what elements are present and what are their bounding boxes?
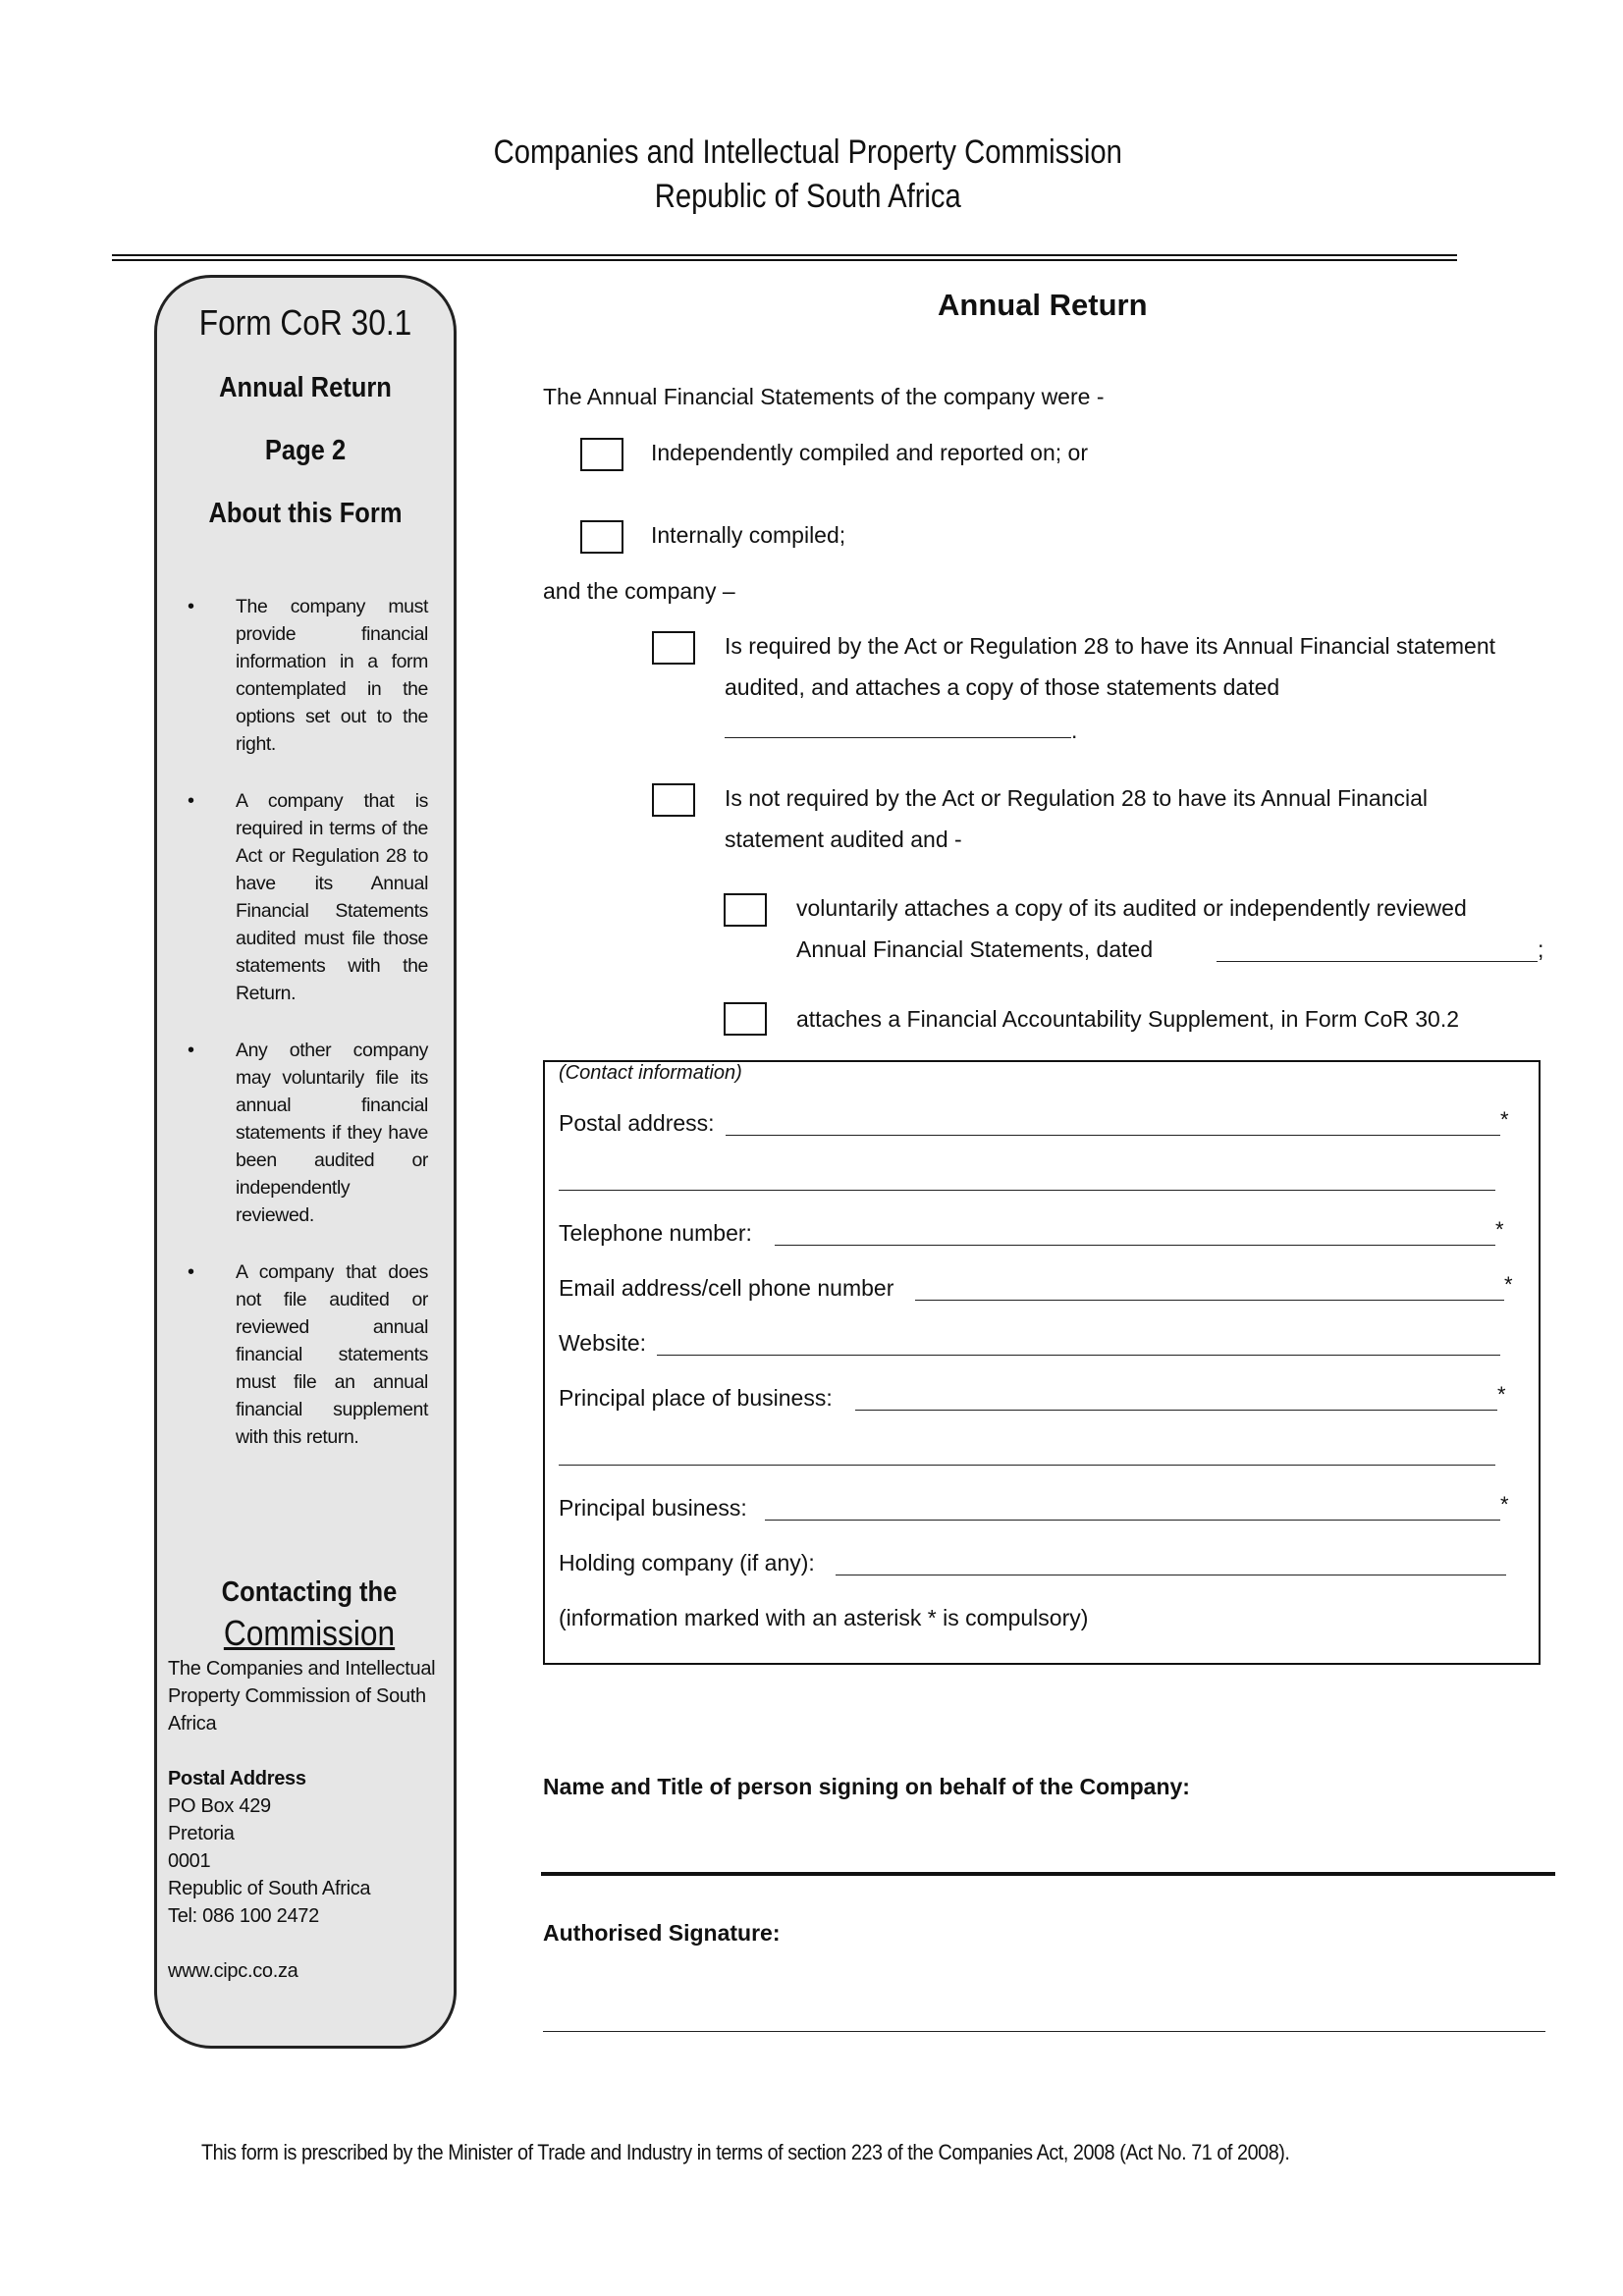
checkbox-supplement[interactable] — [724, 1002, 767, 1036]
website-field[interactable] — [657, 1355, 1500, 1356]
option-supplement-label: attaches a Financial Accountability Supplement, in Form CoR 30.2 — [796, 1006, 1460, 1032]
principal-place-field[interactable] — [855, 1410, 1497, 1411]
about-list — [183, 593, 428, 1478]
required-marker: * — [1504, 1272, 1513, 1297]
checkbox-internal[interactable] — [580, 520, 623, 554]
principal-place-field-line2[interactable] — [559, 1465, 1495, 1466]
postal-address-label: Postal Address — [168, 1768, 306, 1789]
bullet-icon: • — [188, 1040, 194, 1061]
commission-name: The Companies and Intellectual Property Commission of South Africa — [168, 1658, 436, 1735]
period-mark: . — [1071, 718, 1078, 743]
email-field[interactable] — [915, 1300, 1504, 1301]
postal-address-field[interactable] — [726, 1135, 1500, 1136]
option-not-required-line2: statement audited and - — [725, 827, 962, 852]
header-title: Companies and Intellectual Property Commission — [493, 133, 1122, 171]
option-required-line2: audited, and attaches a copy of those statements dated — [725, 674, 1280, 700]
required-marker: * — [1495, 1217, 1504, 1242]
list-item: • The company must provide financial information in a form contemplated in the options set out to the right. — [183, 593, 428, 758]
signatory-name-field[interactable] — [541, 1872, 1555, 1876]
principal-place-label: Principal place of business: — [559, 1385, 833, 1411]
option-independent-label: Independently compiled and reported on; or — [651, 440, 1088, 465]
website-link[interactable]: www.cipc.co.za — [168, 1960, 298, 1982]
compulsory-note: (information marked with an asterisk * is compulsory) — [559, 1605, 1089, 1630]
header-rule-bottom — [112, 259, 1457, 261]
contacting-heading: Contacting the — [221, 1576, 398, 1608]
page-label: Page 2 — [264, 435, 347, 466]
bullet-icon: • — [188, 790, 194, 812]
list-item: • Any other company may voluntarily file its annual financial statements if they have been audited or independently reviewed. — [183, 1037, 428, 1229]
list-item: • A company that is required in terms of the Act or Regulation 28 to have its Annual Financial Statements audited must file those statements with the Return. — [183, 787, 428, 1007]
list-item: • A company that does not file audited or reviewed annual financial statements must file an annual financial supplement with this return. — [183, 1258, 428, 1451]
telephone-line: Tel: 086 100 2472 — [168, 1905, 319, 1927]
option-internal-label: Internally compiled; — [651, 522, 846, 548]
footer-statement: This form is prescribed by the Minister of Trade and Industry in terms of section 223 of the Companies Act, 2008 (Act No. 71 of 2008). — [201, 2140, 1290, 2164]
header-rule-top — [112, 254, 1457, 256]
bullet-icon: • — [188, 1261, 194, 1283]
principal-business-label: Principal business: — [559, 1495, 747, 1521]
holding-company-label: Holding company (if any): — [559, 1550, 815, 1575]
option-not-required-line1: Is not required by the Act or Regulation 28 to have its Annual Financial — [725, 785, 1428, 811]
postal-line: 0001 — [168, 1850, 211, 1872]
option-voluntary-line1: voluntarily attaches a copy of its audited or independently reviewed — [796, 895, 1467, 921]
required-marker: * — [1500, 1107, 1509, 1132]
required-marker: * — [1497, 1382, 1506, 1407]
reviewed-statements-date-field[interactable] — [1217, 961, 1538, 962]
intro-text: The Annual Financial Statements of the company were - — [543, 384, 1105, 409]
bullet-icon: • — [188, 596, 194, 617]
postal-line: Republic of South Africa — [168, 1878, 371, 1899]
header-country: Republic of South Africa — [654, 178, 961, 215]
website-label: Website: — [559, 1330, 647, 1356]
about-heading: About this Form — [208, 498, 403, 529]
form-number: Form CoR 30.1 — [198, 302, 412, 343]
postal-address-field-line2[interactable] — [559, 1190, 1495, 1191]
signature-label: Authorised Signature: — [543, 1920, 781, 1946]
postal-line: PO Box 429 — [168, 1795, 271, 1817]
email-label: Email address/cell phone number — [559, 1275, 894, 1301]
telephone-field[interactable] — [775, 1245, 1495, 1246]
telephone-label: Telephone number: — [559, 1220, 752, 1246]
form-subtitle: Annual Return — [219, 372, 392, 403]
page-title: Annual Return — [938, 288, 1148, 322]
commission-contact-details — [168, 1655, 453, 1985]
option-voluntary-line2: Annual Financial Statements, dated — [796, 936, 1154, 962]
signatory-name-label: Name and Title of person signing on behalf of the Company: — [543, 1774, 1190, 1799]
principal-business-field[interactable] — [765, 1520, 1500, 1521]
semicolon-mark: ; — [1538, 936, 1544, 962]
checkbox-audit-not-required[interactable] — [652, 783, 695, 817]
checkbox-independent[interactable] — [580, 438, 623, 471]
option-required-line1: Is required by the Act or Regulation 28 to have its Annual Financial statement — [725, 633, 1496, 659]
checkbox-voluntary[interactable] — [724, 893, 767, 927]
checkbox-audit-required[interactable] — [652, 631, 695, 665]
postal-line: Pretoria — [168, 1823, 235, 1844]
statements-date-field[interactable] — [725, 737, 1071, 738]
and-company-text: and the company – — [543, 578, 735, 604]
postal-address-label: Postal address: — [559, 1110, 715, 1136]
contact-heading: (Contact information) — [559, 1062, 742, 1084]
required-marker: * — [1500, 1492, 1509, 1517]
signature-field[interactable] — [543, 2031, 1545, 2032]
commission-heading: Commission — [223, 1613, 396, 1653]
